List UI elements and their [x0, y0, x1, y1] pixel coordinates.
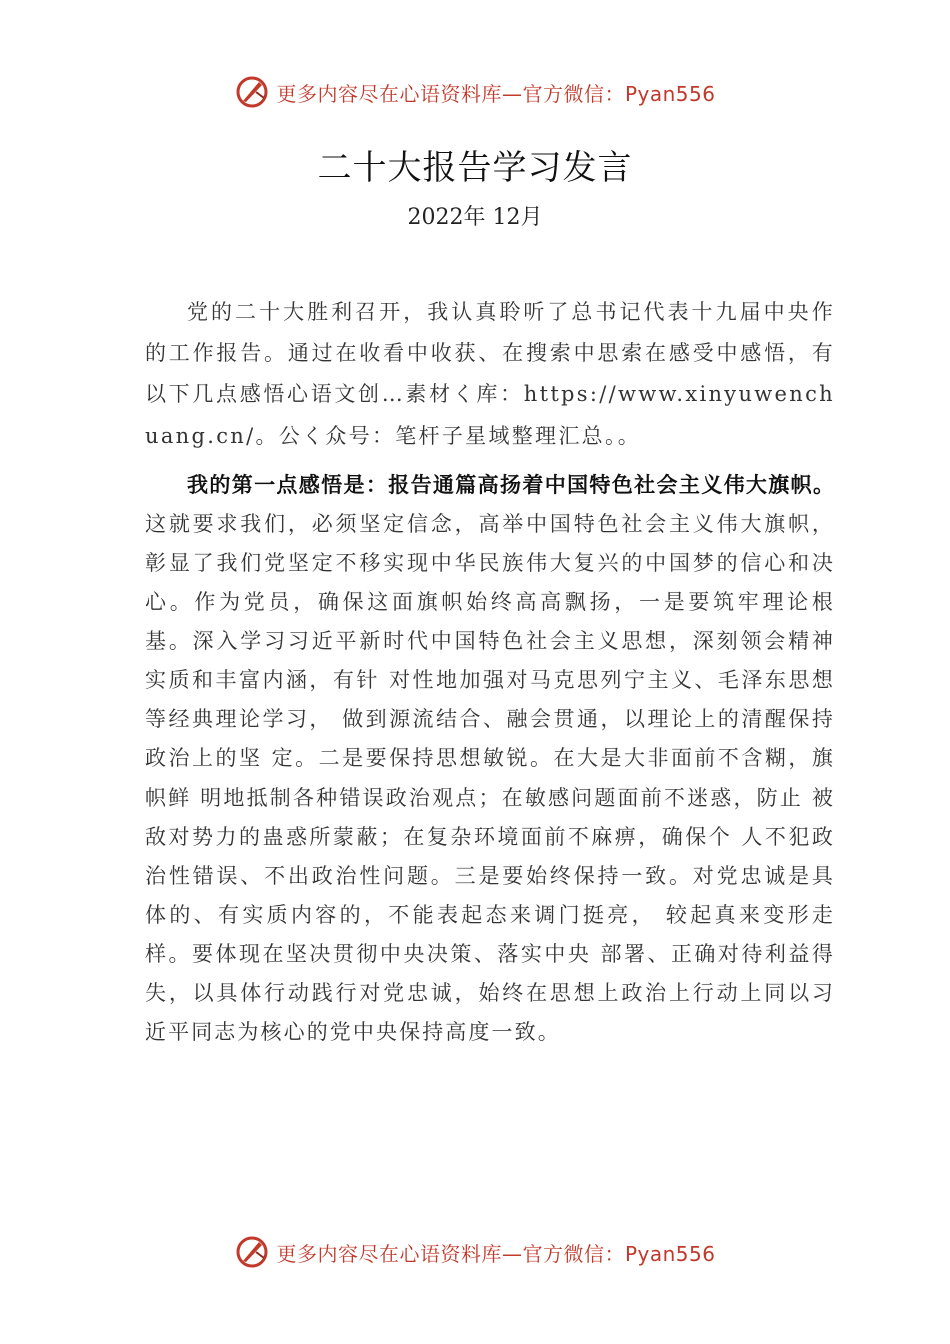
first-insight-heading: 我的第一点感悟是：报告通篇高扬着中国特色社会主义伟大旗帜。	[187, 472, 835, 497]
intro-paragraph: 党的二十大胜利召开，我认真聆听了总书记代表十九届中央作的工作报告。通过在收看中收获、在搜索中思索在感受中感悟，有以下几点感悟心语文创…素材く库：https://www.xinyuwenchuang.cn/。公く众号：笔杆子星域整理汇总。。	[145, 300, 835, 448]
footer-banner-text: 更多内容尽在心语资料库—官方微信：Pyan556	[276, 1241, 716, 1266]
quill-logo-icon	[234, 74, 270, 110]
page-title: 二十大报告学习发言	[317, 148, 633, 188]
document-date: 2022年 12月	[407, 205, 543, 230]
header-banner	[0, 72, 950, 112]
document-body	[145, 292, 835, 1052]
quill-logo-icon	[234, 1234, 270, 1270]
first-insight-text: 这就要求我们，必须坚定信念，高举中国特色社会主义伟大旗帜，彰显了我们党坚定不移实现中华民族伟大复兴的中国梦的信心和决心。作为党员，确保这面旗帜始终高高飘扬，一是要筑牢理论根基。深入学习习近平新时代中国特色社会主义思想，深刻领会精神实质和丰富内涵，有针 对性地加强对马克思列宁主义、毛泽东思想等经典理论学习， 做到源流结合、融会贯通，以理论上的清醒保持政治上的坚 定。二是要保持思想敏锐。在大是大非面前不含糊，旗帜鲜 明地抵制各种错误政治观点；在敏感问题面前不迷惑，防止 被敌对势力的蛊惑所蒙蔽；在复杂环境面前不麻痹，确保个 人不犯政治性错误、不出政治性问题。三是要始终保持一致。对党忠诚是具体的、有实质内容的，不能表起态来调门挺亮， 较起真来变形走样。要体现在坚决贯彻中央决策、落实中央 部署、正确对待利益得失，以具体行动践行对党忠诚，始终在思想上政治上行动上同以习近平同志为核心的党中央保持高度一致。	[145, 511, 835, 1045]
header-banner-text: 更多内容尽在心语资料库—官方微信：Pyan556	[276, 81, 716, 106]
first-insight-paragraph	[145, 466, 835, 1052]
footer-banner	[0, 1232, 950, 1272]
